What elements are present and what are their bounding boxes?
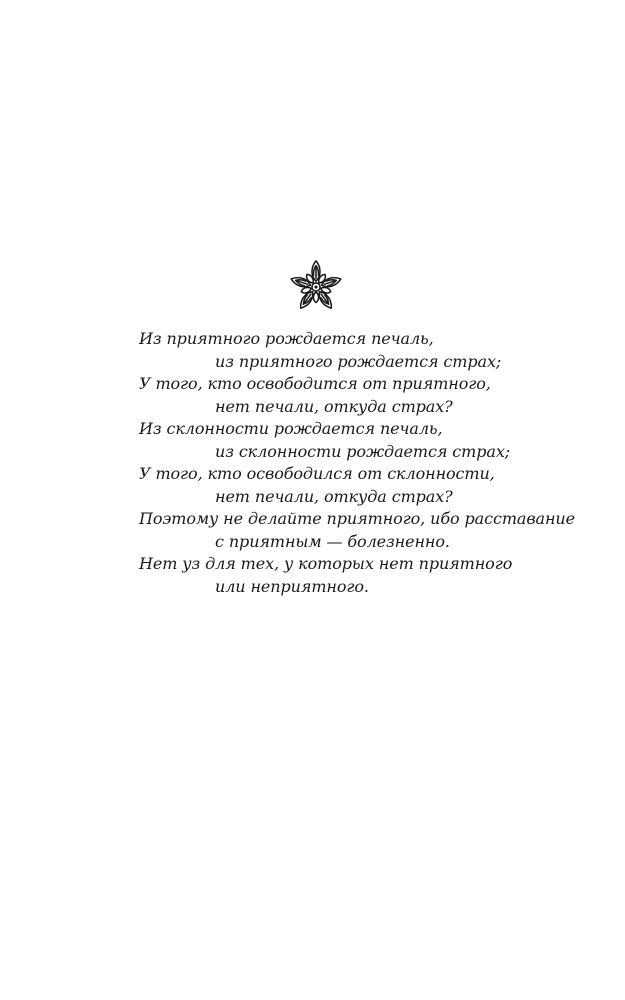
poem-line: У того, кто освободился от склонности,	[139, 464, 495, 483]
poem-line: или неприятного.	[215, 576, 369, 596]
lotus-flower-icon	[287, 258, 345, 316]
poem-line: Из приятного рождается печаль,	[139, 329, 434, 348]
poem-line: Из склонности рождается печаль,	[139, 419, 443, 438]
poem-line: из склонности рождается страх;	[215, 441, 511, 461]
poem-line: с приятным — болезненно.	[215, 531, 450, 551]
poem-line: Поэтому не делайте приятного, ибо расставание	[139, 509, 575, 528]
poem-line: нет печали, откуда страх?	[215, 396, 453, 416]
poem-line: У того, кто освободится от приятного,	[139, 374, 491, 393]
poem-text	[139, 328, 579, 598]
poem-line: Нет уз для тех, у которых нет приятного	[139, 554, 513, 573]
poem-line: из приятного рождается страх;	[215, 351, 502, 371]
poem-line: нет печали, откуда страх?	[215, 486, 453, 506]
